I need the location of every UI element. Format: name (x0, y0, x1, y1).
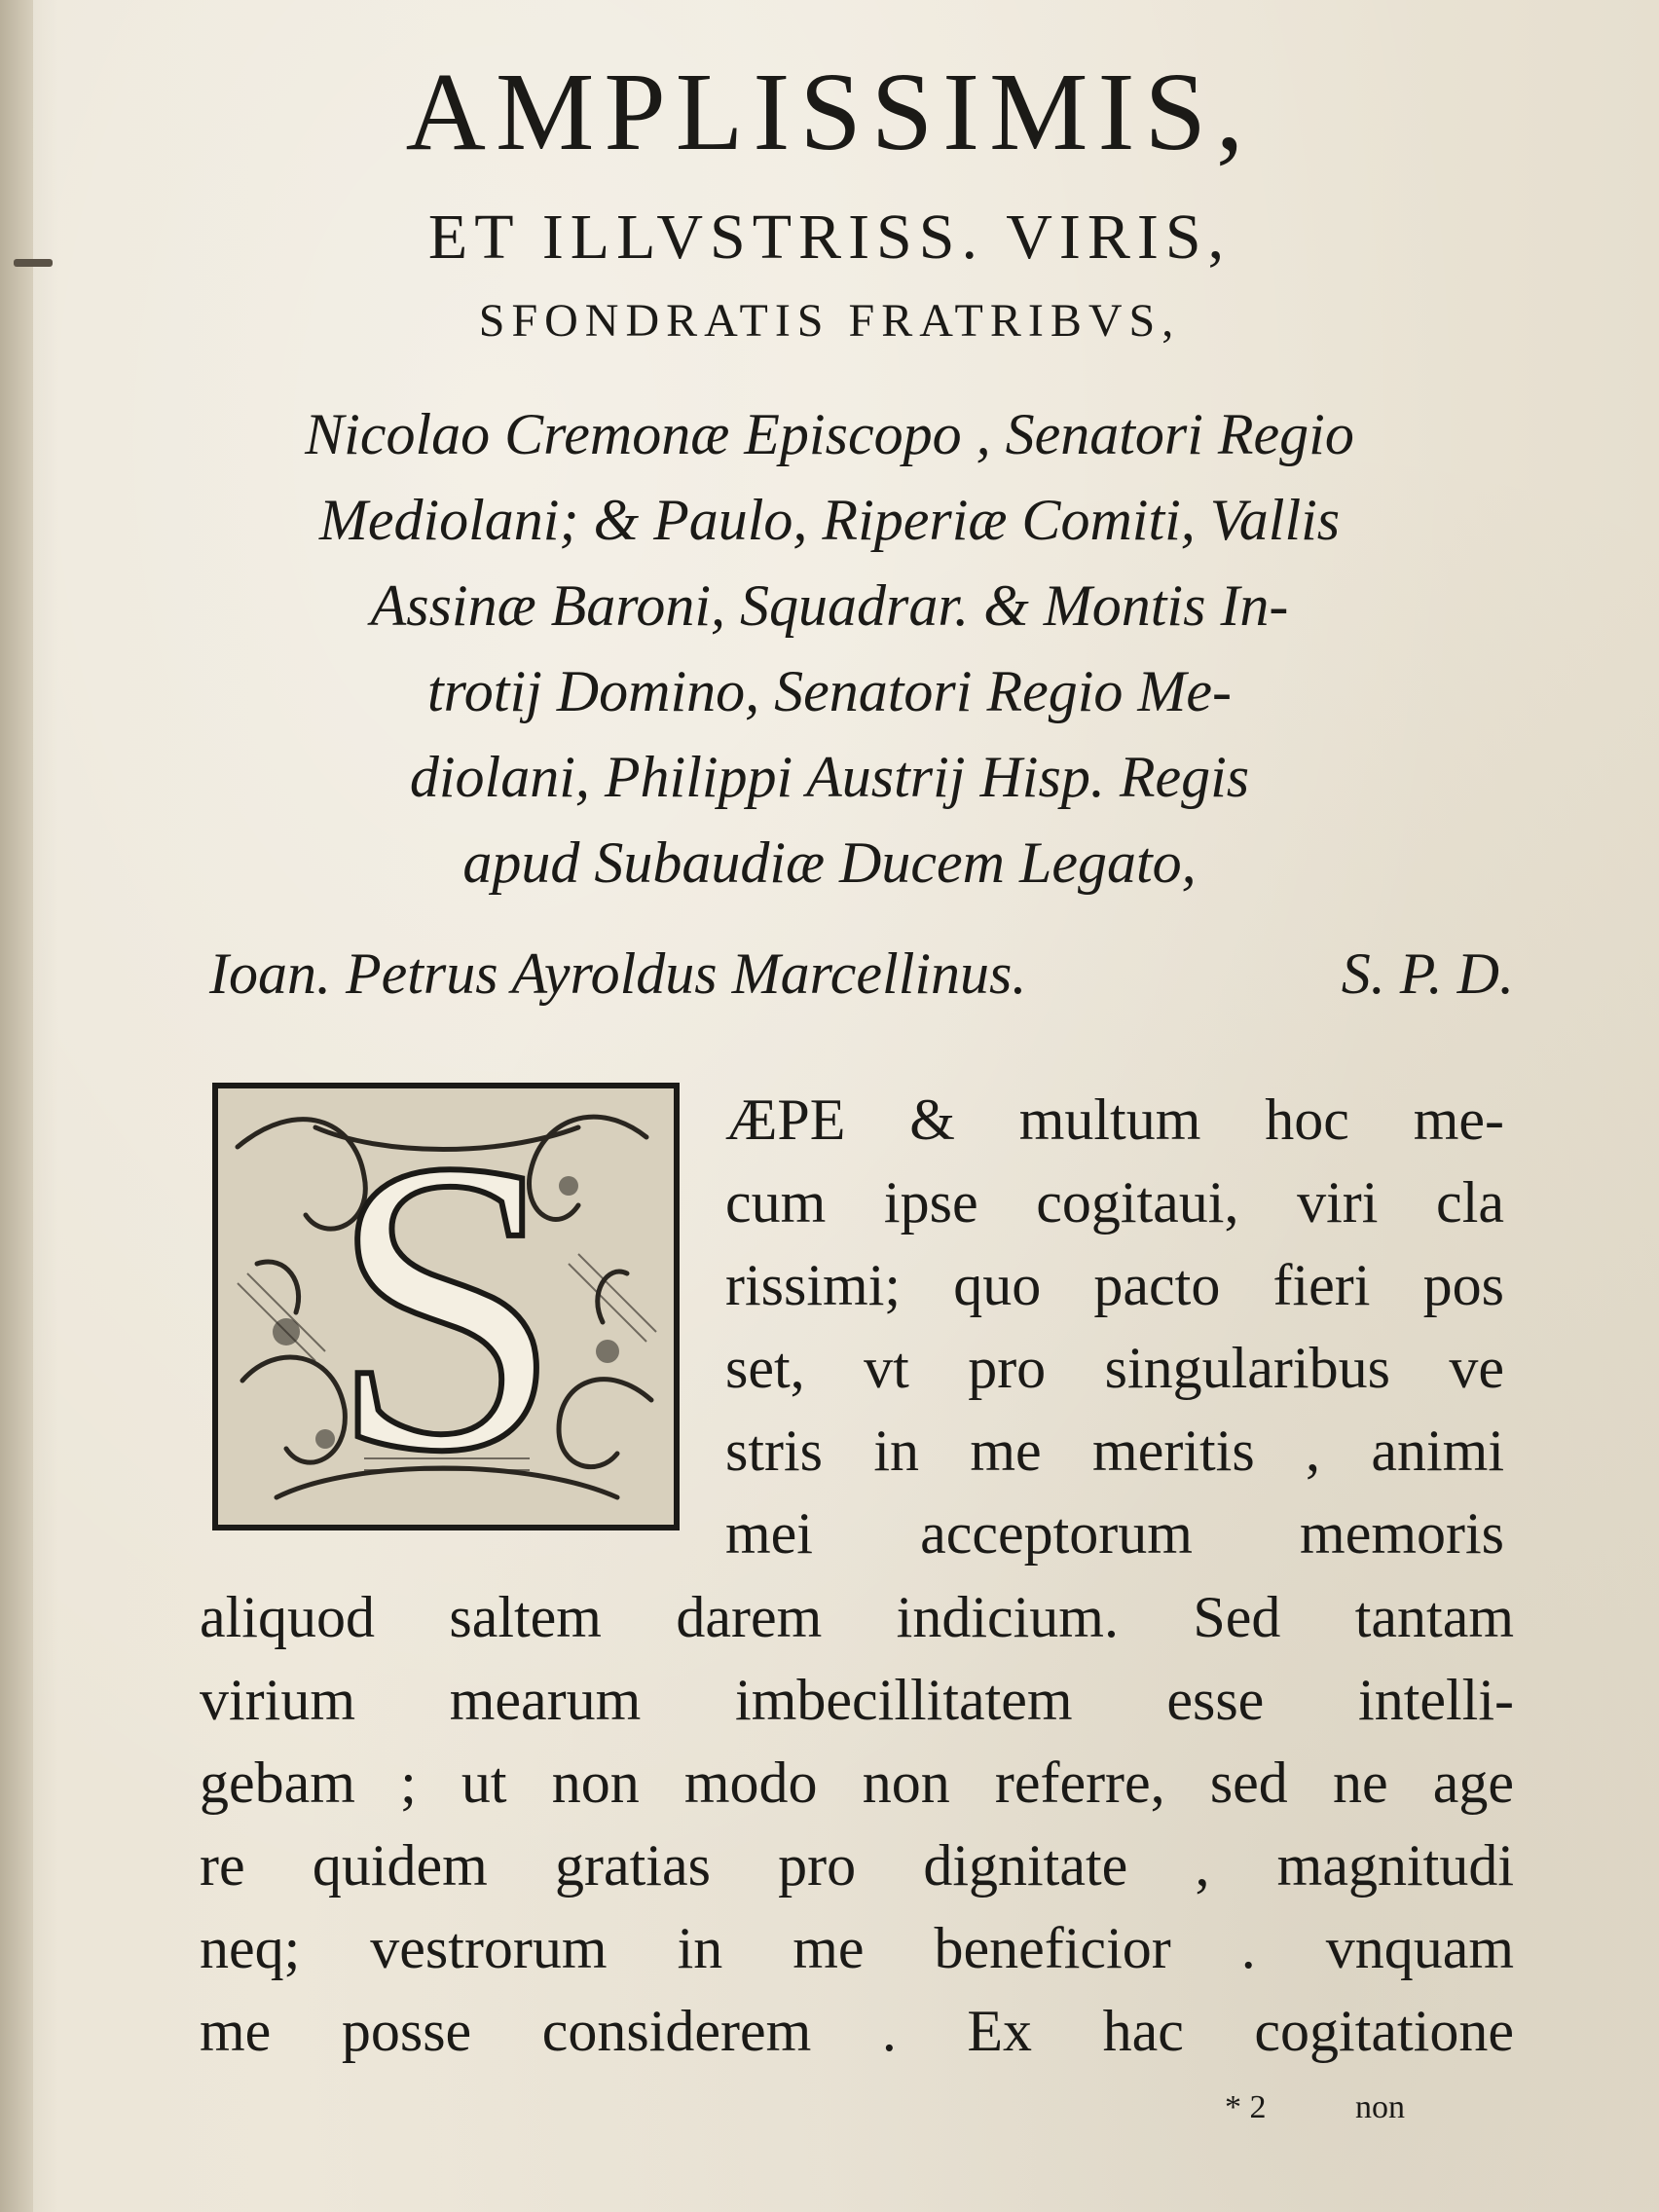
dedicatees-block (0, 391, 1659, 905)
heading-line-1: AMPLISSIMIS, (405, 50, 1254, 173)
body-full-width (200, 1576, 1514, 2073)
body-line: set, vt pro singularibus ve (725, 1336, 1504, 1400)
signature-mark: * 2 (1225, 2089, 1267, 2125)
dedicatee-line: trotij Domino, Senatori Regio Me- (427, 659, 1232, 723)
catchword: non (1355, 2089, 1405, 2125)
body-line: gebam ; ut non modo non referre, sed ne age (200, 1751, 1514, 1815)
decorated-initial (212, 1083, 680, 1530)
body-line: ÆPE & multum hoc me- (725, 1088, 1504, 1152)
dedicatee-line: Assinæ Baroni, Squadrar. & Montis In- (370, 573, 1289, 638)
body-line: aliquod saltem darem indicium. Sed tantam (200, 1585, 1514, 1649)
body-line: neq; vestrorum in me beneficior . vnquam (200, 1916, 1514, 1980)
author-name: Ioan. Petrus Ayroldus Marcellinus. (209, 941, 1027, 1006)
body-beside-initial (725, 1079, 1504, 1575)
dedicatee-line: diolani, Philippi Austrij Hisp. Regis (409, 745, 1250, 809)
greeting: S. P. D. (1341, 941, 1514, 1006)
body-line: virium mearum imbecillitatem esse intelli- (200, 1668, 1514, 1732)
dedicatee-line: Mediolani; & Paulo, Riperiæ Comiti, Vallis (318, 488, 1341, 552)
heading-line-2: ET ILLVSTRISS. VIRIS, (427, 202, 1232, 273)
body-line: stris in me meritis , animi (725, 1419, 1504, 1483)
body-line: me posse considerem . Ex hac cogitatione (200, 1999, 1514, 2063)
initial-letter: S (329, 1083, 563, 1530)
heading-line-3: SFONDRATIS FRATRIBVS, (478, 295, 1181, 347)
body-line: re quidem gratias pro dignitate , magnitudi (200, 1833, 1514, 1898)
dedicatee-line: Nicolao Cremonæ Episcopo , Senatori Regio (305, 402, 1354, 466)
salutation (209, 940, 1514, 1008)
body-line: rissimi; quo pacto fieri pos (725, 1253, 1504, 1317)
body-line: mei acceptorum memoris (725, 1501, 1504, 1566)
body-line: cum ipse cogitaui, viri cla (725, 1170, 1504, 1235)
dedicatee-line: apud Subaudiæ Ducem Legato, (462, 830, 1197, 895)
